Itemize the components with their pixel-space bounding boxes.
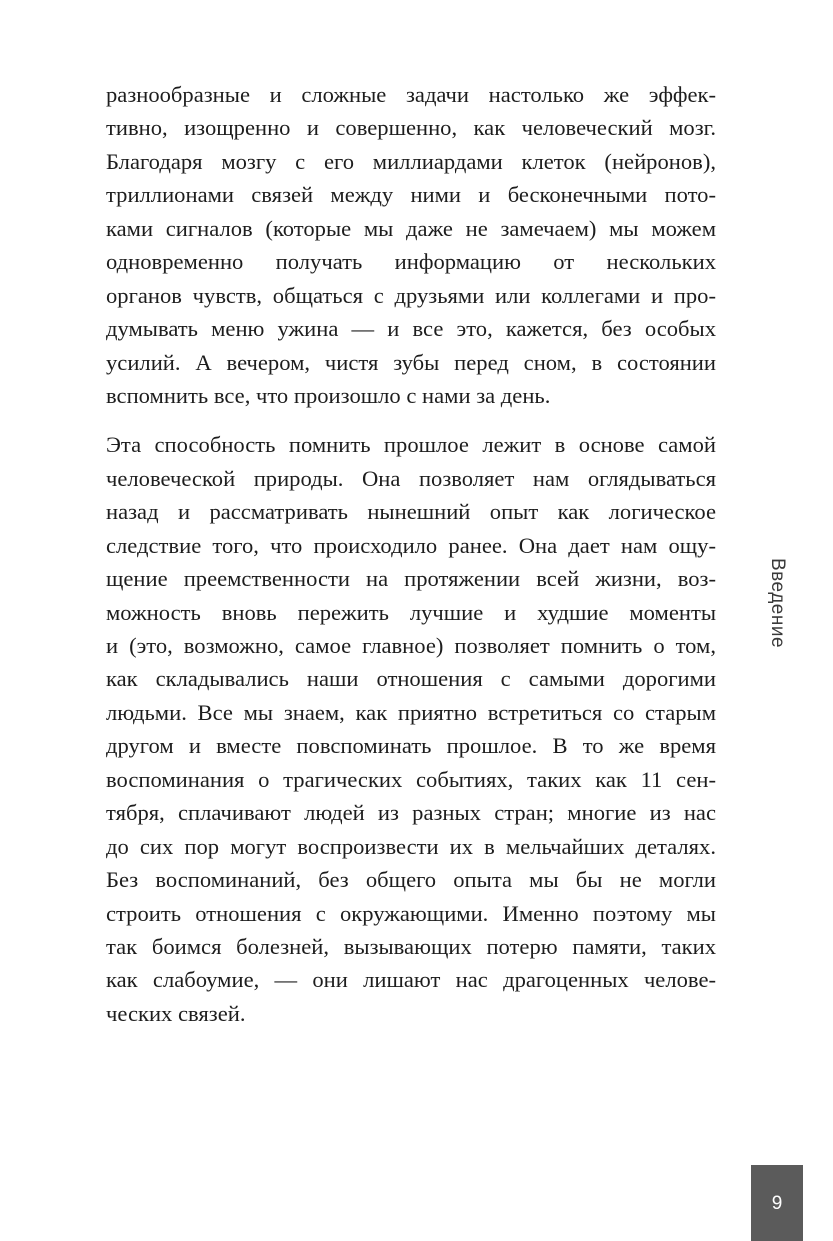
text-line: строить отношения с окружающими. Именно поэтому мы [106,900,716,926]
text-line: можность вновь пережить лучшие и худшие моменты [106,599,716,625]
text-line: разнообразные и сложные задачи настолько же эффек- [106,82,716,107]
text-line: следствие того, что происходило ранее. Она дает нам ощу- [106,532,716,558]
text-line: людьми. Все мы знаем, как приятно встретиться со старым [106,699,716,725]
text-line: Эта способность помнить прошлое лежит в основе самой [106,432,716,458]
text-line: вспомнить все, что произошло с нами за день. [106,382,551,408]
text-line: думывать меню ужина — и все это, кажется, без особых [106,316,716,342]
text-line: Без воспоминаний, без общего опыта мы бы не могли [106,867,716,893]
page-number: 9 [771,1192,783,1214]
text-line: одновременно получать информацию от нескольких [106,249,716,275]
text-line: органов чувств, общаться с друзьями или коллегами и про- [106,282,716,308]
text-line: до сих пор могут воспроизвести их в мельчайших деталях. [106,833,716,859]
text-line: как складывались наши отношения с самыми дорогими [106,666,716,692]
page-number-tab [751,1165,803,1241]
body-text [106,78,716,1030]
text-line: воспоминания о трагических событиях, таких как 11 сен- [106,766,716,792]
text-line: другом и вместе повспоминать прошлое. В то же время [106,733,716,759]
paragraph [106,428,716,1030]
text-line: ческих связей. [106,1000,246,1026]
text-line: как слабоумие, — они лишают нас драгоценных челове- [106,967,716,993]
text-line: щение преемственности на протяжении всей жизни, воз- [106,566,716,592]
text-line: и (это, возможно, самое главное) позволяет помнить о том, [106,633,716,658]
text-line: Благодаря мозгу с его миллиардами клеток (нейронов), [106,148,716,174]
text-line: тября, сплачивают людей из разных стран; многие из нас [106,800,716,826]
text-line: триллионами связей между ними и бесконечными пото- [106,182,716,208]
text-line: тивно, изощренно и совершенно, как человеческий мозг. [106,115,716,141]
text-line: ками сигналов (которые мы даже не замечаем) мы можем [106,215,716,241]
text-line: так боимся болезней, вызывающих потерю памяти, таких [106,933,716,959]
paragraph-gap [106,412,716,428]
text-line: назад и рассматривать нынешний опыт как логическое [106,499,716,525]
paragraph [106,78,716,412]
text-line: человеческой природы. Она позволяет нам оглядываться [106,465,716,491]
section-label: Введение [767,558,788,649]
text-line: усилий. А вечером, чистя зубы перед сном, в состоянии [106,349,716,375]
